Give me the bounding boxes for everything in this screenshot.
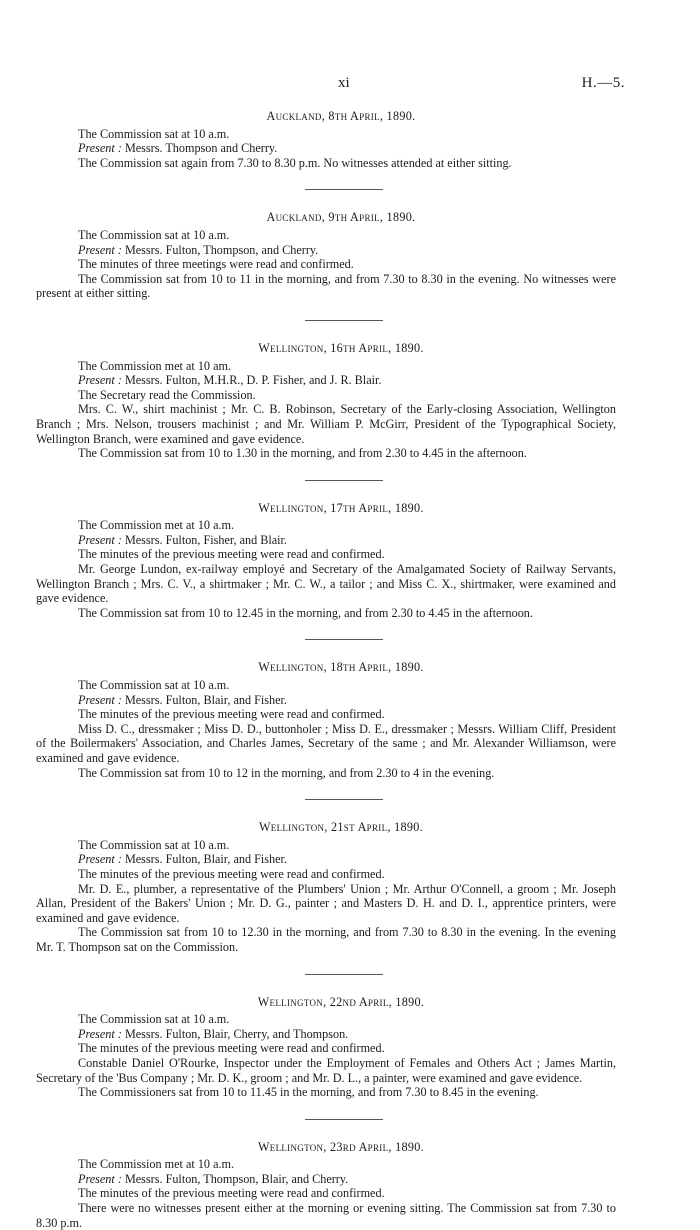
meeting-section	[36, 210, 616, 301]
minute-paragraph: The minutes of the previous meeting were read and confirmed.	[78, 707, 385, 722]
present-members: Present : Messrs. Fulton, Blair, and Fisher.	[78, 692, 287, 707]
minute-paragraph: The minutes of the previous meeting were read and confirmed.	[78, 866, 385, 881]
present-label: Present :	[78, 242, 122, 257]
minute-paragraph: Mr. George Lundon, ex-railway employé and Secretary of the Amalgamated Society of Railway Servants, Wellington Branch ; Mrs. C. V., a shirtmaker ; Mr. C. W., a tailor ; and Miss C. X., shirtmaker, were examined and gave evidence.	[36, 562, 616, 606]
minute-paragraph: The Commission sat from 10 to 12.30 in the morning, and from 7.30 to 8.30 in the evening. In the evening Mr. T. Thompson sat on the Commission.	[36, 925, 616, 954]
section-divider	[305, 639, 383, 640]
minute-paragraph: Mr. D. E., plumber, a representative of the Plumbers' Union ; Mr. Arthur O'Connell, a groom ; Mr. Joseph Allan, President of the Bakers' Union ; Mr. D. G., painter ; and Masters D. H. and D. I., apprentice printers, were examined and gave evidence.	[36, 881, 616, 925]
minute-paragraph: There were no witnesses present either at the morning or evening sitting. The Commission sat from 7.30 to 8.30 p.m.	[36, 1201, 616, 1230]
minute-paragraph: The Commission sat at 10 a.m.	[78, 1012, 230, 1027]
present-members: Present : Messrs. Fulton, Thompson, Blair, and Cherry.	[78, 1171, 349, 1186]
section-divider	[305, 1119, 383, 1120]
meeting-heading: Auckland, 8th April, 1890.	[266, 109, 416, 123]
meeting-heading: Wellington, 23rd April, 1890.	[257, 1139, 424, 1154]
present-members: Present : Messrs. Thompson and Cherry.	[78, 141, 278, 156]
minute-paragraph: The Commission met at 10 a.m.	[78, 1157, 235, 1172]
present-label: Present :	[78, 1026, 122, 1041]
minute-paragraph: The Commission sat at 10 a.m.	[78, 678, 230, 693]
meeting-section	[36, 109, 616, 170]
present-members: Present : Messrs. Fulton, Blair, and Fisher.	[78, 852, 287, 867]
present-members: Present : Messrs. Fulton, M.H.R., D. P. Fisher, and J. R. Blair.	[78, 373, 382, 388]
meeting-section	[36, 660, 616, 780]
minute-paragraph: The minutes of three meetings were read and confirmed.	[78, 257, 354, 272]
page-header	[0, 76, 700, 92]
minute-paragraph: The Commission sat from 10 to 1.30 in the morning, and from 2.30 to 4.45 in the afternoon.	[78, 446, 527, 461]
section-divider	[305, 799, 383, 800]
present-label: Present :	[78, 532, 122, 547]
section-divider	[305, 320, 383, 321]
minute-paragraph: Mrs. C. W., shirt machinist ; Mr. C. B. Robinson, Secretary of the Early-closing Association, Wellington Branch ; Mrs. Nelson, trousers machinist ; and Mr. William P. McGirr, President of the Typographical Society, Wellington Branch, were examined and gave evidence.	[36, 402, 616, 446]
meeting-section	[36, 501, 616, 621]
section-divider	[305, 189, 383, 190]
meeting-heading: Wellington, 18th April, 1890.	[258, 660, 424, 675]
present-label: Present :	[78, 852, 122, 867]
meeting-heading: Wellington, 17th April, 1890.	[258, 500, 424, 515]
minute-paragraph: The Commission sat at 10 a.m.	[78, 837, 230, 852]
present-members: Present : Messrs. Fulton, Fisher, and Blair.	[78, 532, 287, 547]
minutes-body	[36, 109, 616, 1230]
minute-paragraph: The minutes of the previous meeting were read and confirmed.	[78, 1186, 385, 1201]
document-reference: H.—5.	[581, 75, 625, 91]
minute-paragraph: The Secretary read the Commission.	[78, 387, 256, 402]
present-members: Present : Messrs. Fulton, Blair, Cherry, and Thompson.	[78, 1026, 349, 1041]
meeting-section	[36, 1140, 616, 1230]
minute-paragraph: Miss D. C., dressmaker ; Miss D. D., buttonholer ; Miss D. E., dressmaker ; Messrs. William Cliff, President of the Boilermakers' Association, and Charles James, Secretary of the same ; and Mr. Alexander Williamson, were examined and gave evidence.	[36, 721, 616, 765]
meeting-section	[36, 341, 616, 461]
minute-paragraph: The Commission sat from 10 to 12 in the morning, and from 2.30 to 4 in the evening.	[78, 765, 495, 780]
minute-paragraph: The minutes of the previous meeting were read and confirmed.	[78, 547, 385, 562]
minute-paragraph: The Commissioners sat from 10 to 11.45 in the morning, and from 7.30 to 8.45 in the evening.	[78, 1085, 539, 1100]
minute-paragraph: The Commission sat at 10 a.m.	[78, 227, 230, 242]
minute-paragraph: The Commission sat at 10 a.m.	[78, 126, 230, 141]
meeting-heading: Wellington, 22nd April, 1890.	[257, 994, 425, 1009]
minute-paragraph: Constable Daniel O'Rourke, Inspector under the Employment of Females and Others Act ; James Martin, Secretary of the 'Bus Company ; Mr. D. K., groom ; and Mr. D. L., a painter, were examined and gave evidence.	[36, 1055, 616, 1085]
meeting-heading: Wellington, 16th April, 1890.	[258, 340, 424, 355]
minute-paragraph: The Commission sat again from 7.30 to 8.30 p.m. No witnesses attended at either sitting.	[78, 155, 512, 170]
present-label: Present :	[78, 373, 122, 388]
meeting-section	[36, 820, 616, 954]
minute-paragraph: The minutes of the previous meeting were read and confirmed.	[78, 1041, 385, 1056]
meeting-heading: Wellington, 21st April, 1890.	[258, 820, 423, 835]
minute-paragraph: The Commission met at 10 a.m.	[78, 518, 235, 533]
meeting-section	[36, 995, 616, 1100]
meeting-heading: Auckland, 9th April, 1890.	[266, 210, 416, 225]
minute-paragraph: The Commission met at 10 am.	[78, 358, 232, 373]
section-divider	[305, 480, 383, 481]
minute-paragraph: The Commission sat from 10 to 12.45 in the morning, and from 2.30 to 4.45 in the afternoon.	[78, 605, 533, 620]
section-divider	[305, 974, 383, 975]
present-label: Present :	[78, 1171, 122, 1186]
present-label: Present :	[78, 141, 122, 156]
present-members: Present : Messrs. Fulton, Thompson, and Cherry.	[78, 242, 319, 257]
page-number: xi	[338, 75, 350, 91]
present-label: Present :	[78, 692, 122, 707]
minute-paragraph: The Commission sat from 10 to 11 in the morning, and from 7.30 to 8.30 in the evening. No witnesses were present at either sitting.	[36, 271, 616, 301]
